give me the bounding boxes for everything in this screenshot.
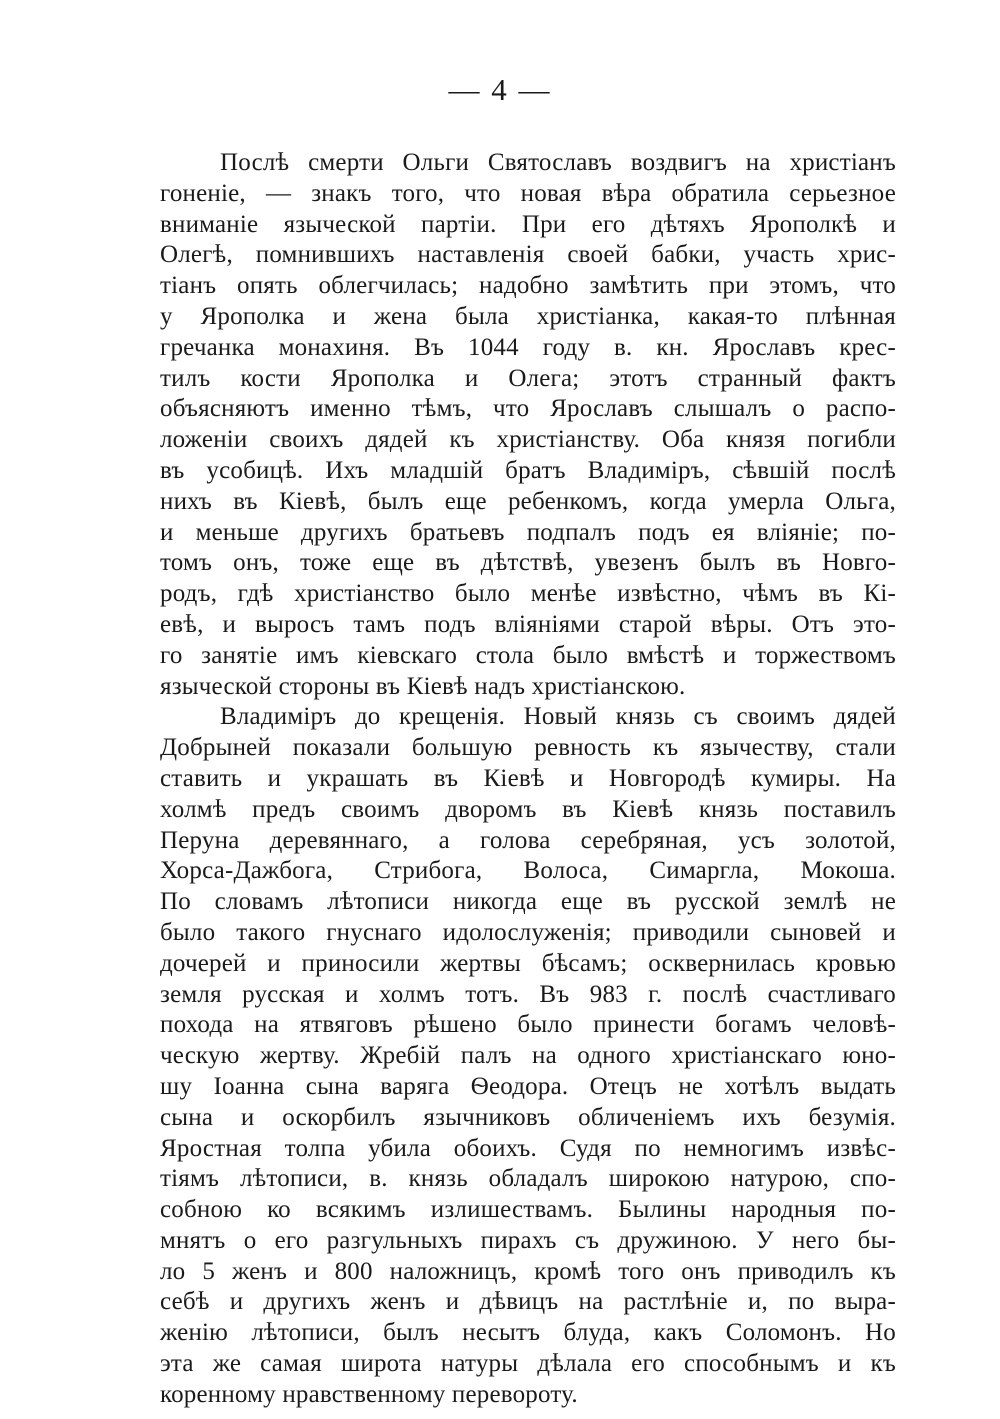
text-line: коренному нравственному перевороту.: [160, 1380, 578, 1408]
text-line: Перуна деревяннаго, а голова серебряная, усъ золотой,: [160, 826, 896, 854]
text-line: холмѣ предъ своимъ дворомъ въ Кіевѣ князь поставилъ: [160, 795, 896, 823]
text-line: Добрыней показали большую ревность къ язычеству, стали: [160, 734, 896, 762]
text-line: вниманіе языческой партіи. При его дѣтяхъ Ярополкѣ и: [160, 210, 896, 238]
text-line: евѣ, и выросъ тамъ подъ вліяніями старой вѣры. Отъ это-: [160, 610, 896, 638]
text-line: похода на ятвяговъ рѣшено было принести богамъ человѣ-: [160, 1011, 896, 1039]
text-line: женію лѣтописи, былъ несытъ блуда, какъ Соломонъ. Но: [160, 1319, 896, 1347]
text-line: ло 5 женъ и 800 наложницъ, кромѣ того онъ приводилъ къ: [160, 1257, 896, 1285]
text-line: тіанъ опять облегчилась; надобно замѣтить при этомъ, что: [160, 272, 896, 300]
text-line: гоненіе, — знакъ того, что новая вѣра обратила серьезное: [160, 179, 896, 207]
text-line: собною ко всякимъ излишествамъ. Былины народныя по-: [160, 1196, 896, 1224]
text-line: По словамъ лѣтописи никогда еще въ русской землѣ не: [160, 888, 896, 916]
text-line: въ усобицѣ. Ихъ младшій братъ Владиміръ, сѣвшій послѣ: [160, 456, 896, 484]
body-text: [160, 148, 896, 1411]
text-line: сына и оскорбилъ язычниковъ обличеніемъ ихъ безумія.: [160, 1103, 896, 1131]
text-line: объясняютъ именно тѣмъ, что Ярославъ слышалъ о распо-: [160, 395, 896, 423]
text-line: языческой стороны въ Кіевѣ надъ христіанскою.: [160, 672, 686, 700]
text-line: шу Іоанна сына варяга Ѳеодора. Отецъ не хотѣлъ выдать: [160, 1072, 896, 1100]
text-line: было такого гнуснаго идолослуженія; приводили сыновей и: [160, 918, 896, 946]
text-line: нихъ въ Кіевѣ, былъ еще ребенкомъ, когда умерла Ольга,: [160, 487, 896, 515]
text-line: Послѣ смерти Ольги Святославъ воздвигъ на христіанъ: [220, 149, 896, 176]
text-line: гречанка монахиня. Въ 1044 году в. кн. Ярославъ крес-: [160, 333, 896, 361]
text-line: тіямъ лѣтописи, в. князь обладалъ широкою натурою, спо-: [160, 1165, 896, 1193]
text-line: тилъ кости Ярополка и Олега; этотъ странный фактъ: [160, 364, 896, 392]
text-line: ставить и украшать въ Кіевѣ и Новгородѣ кумиры. На: [160, 764, 896, 792]
text-line: земля русская и холмъ тотъ. Въ 983 г. послѣ счастливаго: [160, 980, 896, 1008]
text-line: Яростная толпа убила обоихъ. Судя по немногимъ извѣс-: [160, 1134, 896, 1162]
text-line: себѣ и другихъ женъ и дѣвицъ на растлѣніе и, по выра-: [160, 1288, 896, 1316]
text-line: и меньше другихъ братьевъ подпалъ подъ ея вліяніе; по-: [160, 518, 896, 546]
text-line: мнятъ о его разгульныхъ пирахъ съ дружиною. У него бы-: [160, 1226, 896, 1254]
text-line: дочерей и приносили жертвы бѣсамъ; осквернилась кровью: [160, 949, 896, 977]
text-line: Владиміръ до крещенія. Новый князь съ своимъ дядей: [220, 703, 896, 731]
text-line: эта же самая широта натуры дѣлала его способнымъ и къ: [160, 1350, 896, 1378]
page-number: — 4 —: [448, 72, 552, 107]
text-line: го занятіе имъ кіевскаго стола было вмѣстѣ и торжествомъ: [160, 641, 896, 669]
text-line: родъ, гдѣ христіанство было менѣе извѣстно, чѣмъ въ Кі-: [160, 580, 896, 608]
text-line: ложеніи своихъ дядей къ христіанству. Оба князя погибли: [160, 426, 896, 454]
text-line: у Ярополка и жена была христіанка, какая-то плѣнная: [160, 302, 896, 330]
text-line: томъ онъ, тоже еще въ дѣтствѣ, увезенъ былъ въ Новго-: [160, 549, 896, 577]
text-line: Хорса-Дажбога, Стрибога, Волоса, Симаргла, Мокоша.: [160, 857, 896, 885]
text-line: ческую жертву. Жребій палъ на одного христіанскаго юно-: [160, 1042, 896, 1070]
text-line: Олегѣ, помнившихъ наставленія своей бабки, участь хрис-: [160, 241, 896, 269]
